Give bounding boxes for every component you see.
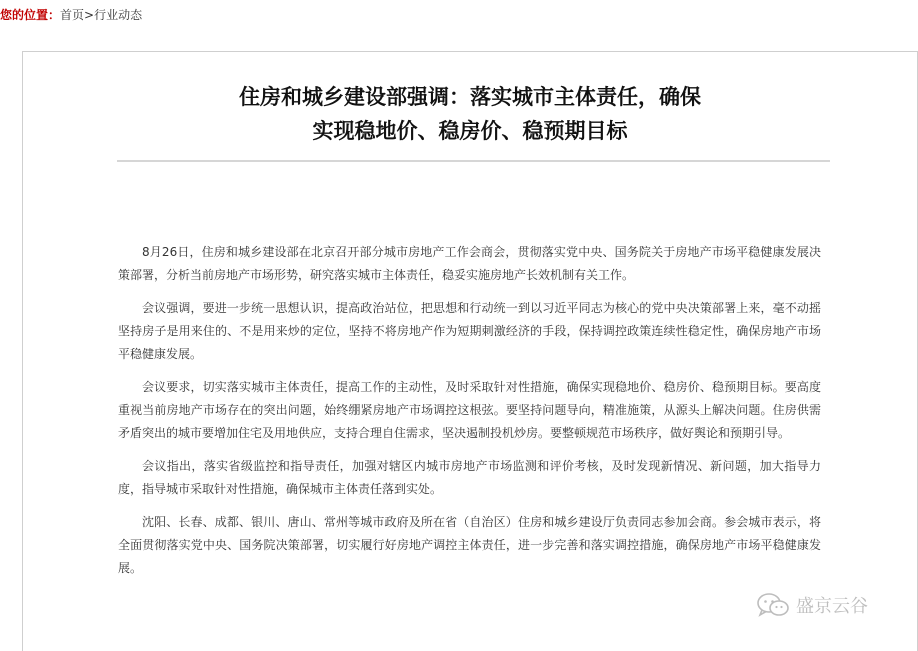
breadcrumb [0, 0, 142, 30]
breadcrumb-separator: > [84, 8, 95, 22]
article-paragraph-4: 会议指出，落实省级监控和指导责任，加强对辖区内城市房地产市场监测和评价考核，及时发现新情况、新问题，加大指导力度，指导城市采取针对性措施，确保城市主体责任落到实处。 [118, 459, 821, 496]
article-paragraph-5: 沈阳、长春、成都、银川、唐山、常州等城市政府及所在省（自治区）住房和城乡建设厅负责同志参加会商。参会城市表示，将全面贯彻落实党中央、国务院决策部署，切实履行好房地产调控主体责任，进一步完善和落实调控措施，确保房地产市场平稳健康发展。 [118, 515, 821, 575]
title-divider [117, 160, 830, 162]
breadcrumb-current-link[interactable]: 行业动态 [94, 8, 143, 22]
article-title-line-1: 住房和城乡建设部强调：落实城市主体责任，确保 [239, 85, 701, 109]
article-paragraph-2: 会议强调，要进一步统一思想认识，提高政治站位，把思想和行动统一到以习近平同志为核心的党中央决策部署上来，毫不动摇坚持房子是用来住的、不是用来炒的定位，坚持不将房地产作为短期刺激经济的手段，保持调控政策连续性稳定性，确保房地产市场平稳健康发展。 [118, 301, 821, 361]
article-title [0, 80, 918, 148]
breadcrumb-home-link[interactable]: 首页 [60, 8, 85, 22]
article-paragraph-3: 会议要求，切实落实城市主体责任，提高工作的主动性，及时采取针对性措施，确保实现稳地价、稳房价、稳预期目标。要高度重视当前房地产市场存在的突出问题，始终绷紧房地产市场调控这根弦。要坚持问题导向，精准施策，从源头上解决问题。住房供需矛盾突出的城市要增加住宅及用地供应，支持合理自住需求，坚决遏制投机炒房。要整顿规范市场秩序，做好舆论和预期引导。 [118, 380, 821, 440]
watermark-text: 盛京云谷 [796, 596, 868, 617]
article-paragraph-1: 8月26日，住房和城乡建设部在北京召开部分城市房地产工作会商会，贯彻落实党中央、国务院关于房地产市场平稳健康发展决策部署，分析当前房地产市场形势，研究落实城市主体责任，稳妥实施房地产长效机制有关工作。 [118, 245, 821, 282]
article-body [118, 241, 821, 590]
breadcrumb-prefix: 您的位置： [0, 8, 61, 22]
wechat-icon [756, 592, 790, 618]
watermark [756, 590, 868, 620]
article-title-line-2: 实现稳地价、稳房价、稳预期目标 [312, 119, 628, 143]
